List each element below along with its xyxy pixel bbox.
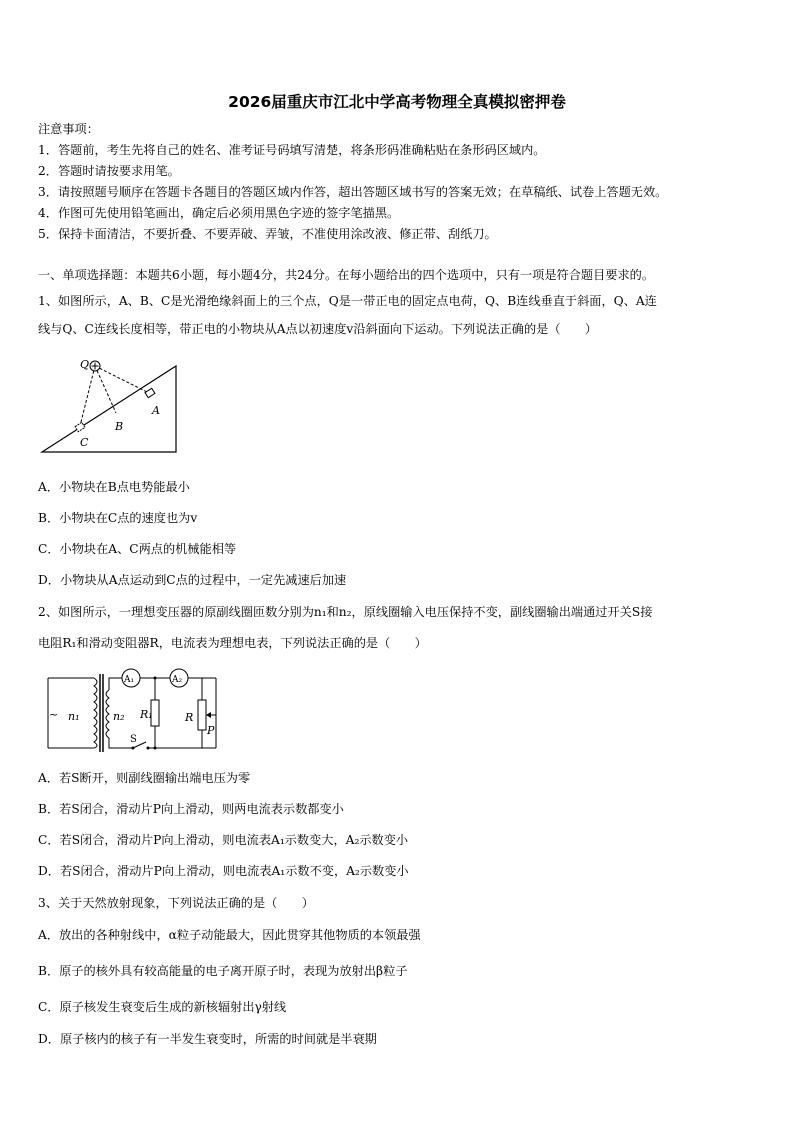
notice-item: 2．答题时请按要求用笔。	[38, 164, 180, 178]
label-n2: n₂	[113, 710, 125, 723]
q3-option-c: C．原子核发生衰变后生成的新核辐射出γ射线	[38, 1000, 287, 1014]
q3-option-d: D．原子核内的核子有一半发生衰变时，所需的时间就是半衰期	[38, 1032, 377, 1046]
notice-item: 1．答题前，考生先将自己的姓名、准考证号码填写清楚，将条形码准确粘贴在条形码区域内。	[38, 143, 546, 157]
label-a: A	[152, 404, 160, 417]
notice-item: 5．保持卡面清洁，不要折叠、不要弄破、弄皱，不准使用涂改液、修正带、刮纸刀。	[38, 227, 497, 241]
q2-option-a: A．若S断开，则副线圈输出端电压为零	[38, 771, 251, 785]
label-q: Q	[80, 358, 90, 371]
notice-item: 4．作图可先使用铅笔画出，确定后必须用黑色字迹的签字笔描黑。	[38, 206, 400, 220]
section-heading: 一、单项选择题：本题共6小题，每小题4分，共24分。在每小题给出的四个选项中，只有一项是符合题目要求的。	[38, 268, 655, 282]
label-b: B	[115, 420, 124, 433]
question-1-stem-cont: 线与Q、C连线长度相等，带正电的小物块从A点以初速度v沿斜面向下运动。下列说法正确的是（ ）	[38, 322, 598, 336]
notice-item: 3．请按照题号顺序在答题卡各题目的答题区域内作答，超出答题区域书写的答案无效；在草稿纸、试卷上答题无效。	[38, 185, 668, 199]
q1-option-a: A．小物块在B点电势能最小	[38, 480, 190, 494]
label-p: P	[207, 724, 215, 737]
q2-option-d: D．若S闭合，滑动片P向上滑动，则电流表A₁示数不变，A₂示数变小	[38, 864, 409, 878]
q2-option-c: C．若S闭合，滑动片P向上滑动，则电流表A₁示数变大，A₂示数变小	[38, 833, 409, 847]
label-c: C	[80, 436, 89, 449]
q2-option-b: B．若S闭合，滑动片P向上滑动，则两电流表示数都变小	[38, 802, 344, 816]
label-a1: A₁	[124, 675, 135, 685]
ac-source-symbol: ~	[49, 708, 59, 721]
label-a2: A₂	[172, 675, 183, 685]
label-r1: R₁	[140, 708, 153, 721]
incline-figure	[38, 352, 188, 457]
q1-option-d: D．小物块从A点运动到C点的过程中，一定先减速后加速	[38, 573, 347, 587]
q3-option-b: B．原子的核外具有较高能量的电子离开原子时，表现为放射出β粒子	[38, 964, 408, 978]
label-n1: n₁	[68, 710, 80, 723]
page-title: 2026届重庆市江北中学高考物理全真模拟密押卷	[228, 93, 566, 111]
label-s: S	[130, 734, 137, 745]
question-2-stem-cont: 电阻R₁和滑动变阻器R，电流表为理想电表，下列说法正确的是（ ）	[38, 636, 427, 650]
notice-heading: 注意事项：	[38, 122, 99, 136]
label-r: R	[185, 711, 194, 724]
transformer-circuit-figure	[38, 660, 238, 760]
question-1-stem: 1、如图所示，A、B、C是光滑绝缘斜面上的三个点，Q是一带正电的固定点电荷，Q、B连线垂直于斜面，Q、A连	[38, 294, 657, 308]
q1-option-b: B．小物块在C点的速度也为v	[38, 511, 198, 525]
q1-option-c: C．小物块在A、C两点的机械能相等	[38, 542, 237, 556]
question-3-stem: 3、关于天然放射现象，下列说法正确的是（ ）	[38, 896, 314, 910]
question-2-stem: 2、如图所示，一理想变压器的原副线圈匝数分别为n₁和n₂，原线圈输入电压保持不变，副线圈输出端通过开关S接	[38, 605, 653, 619]
q3-option-a: A．放出的各种射线中，α粒子动能最大，因此贯穿其他物质的本领最强	[38, 928, 421, 942]
